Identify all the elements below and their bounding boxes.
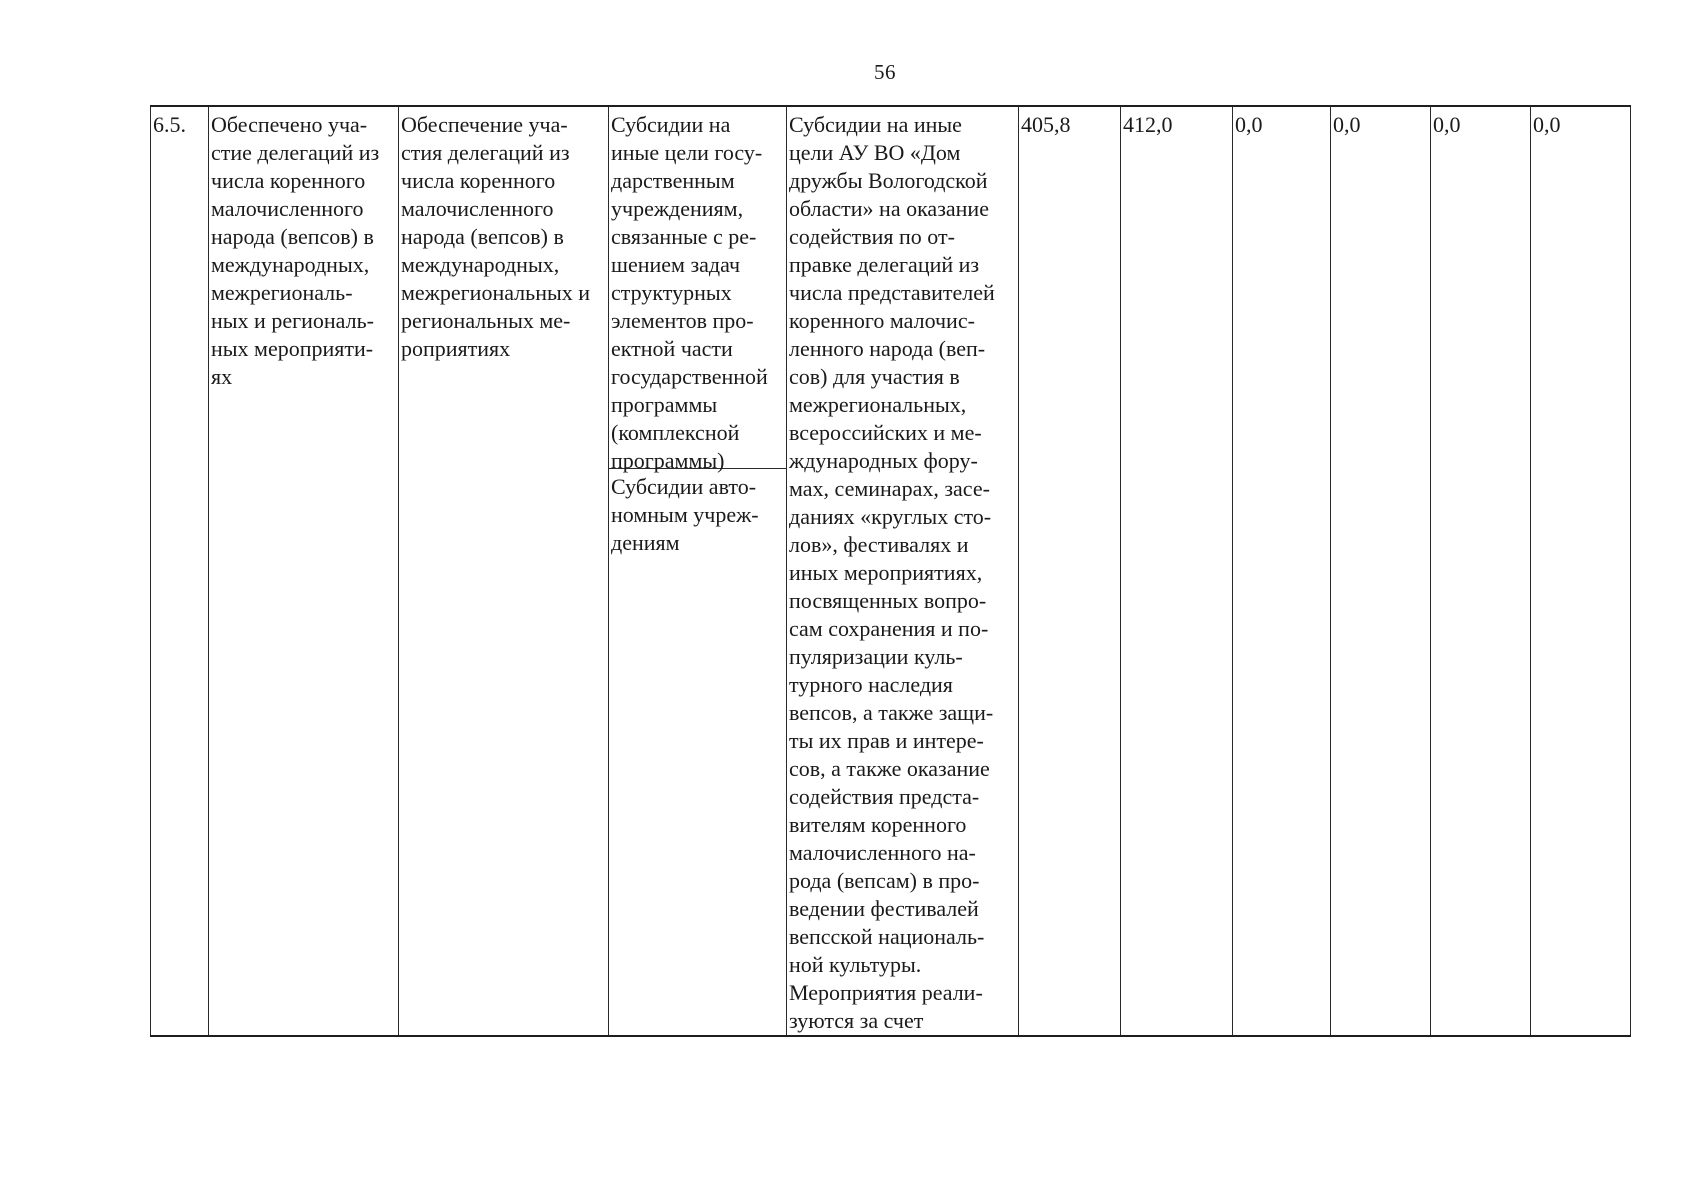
program-table — [150, 105, 1631, 1037]
value-cell-5 — [1431, 106, 1531, 1036]
row-index: 6.5. — [153, 112, 186, 137]
description-text: Субсидии на иные цели АУ ВО «Дом дружбы Вологодской области» на оказание содействия по от- правке делегаций из числа представителей коренного малочис- ленного народа (веп- сов) для участия в межрегиональных, всероссийских и ме- ждународных фору- мах, семинарах, засе- даниях «круглых сто- лов», фестивалях и иных мероприятиях, посвященных вопро- сам сохранения и по- пуляризации куль- турного наследия вепсов, а также защи- ты их прав и интере- сов, а также оказание содействия предста- вителям коренного малочисленного на- рода (вепсам) в про- ведении фестивалей вепсской националь- ной культуры. Мероприятия реали- зуются за счет — [789, 112, 995, 1033]
subsidy-type-1: Субсидии на иные цели госу- дарственным учреждениям, связанные с ре- шением задач структурных элементов про- ектной части государственной программы (комплексной программы) — [609, 107, 786, 469]
value-cell-2 — [1121, 106, 1233, 1036]
value-cell-6 — [1531, 106, 1631, 1036]
value-3: 0,0 — [1235, 112, 1263, 137]
subsidy-type-2: Субсидии авто- номным учреж- дениям — [611, 474, 759, 555]
value-6: 0,0 — [1533, 112, 1561, 137]
value-cell-1 — [1019, 106, 1121, 1036]
value-4: 0,0 — [1333, 112, 1361, 137]
value-2: 412,0 — [1123, 112, 1173, 137]
value-cell-3 — [1233, 106, 1331, 1036]
event-text: Обеспечение уча- стия делегаций из числа коренного малочисленного народа (вепсов) в международных, межрегиональных и региональных ме- роприятиях — [401, 112, 591, 361]
subsidy-type-cell — [609, 106, 787, 1036]
description-cell — [787, 106, 1019, 1036]
value-1: 405,8 — [1021, 112, 1071, 137]
row-index-cell — [151, 106, 209, 1036]
page-number: 56 — [874, 60, 896, 84]
event-cell — [399, 106, 609, 1036]
result-text: Обеспечено уча- стие делегаций из числа коренного малочисленного народа (вепсов) в международных, межрегиональ- ных и региональ- ных мероприяти- ях — [211, 112, 380, 389]
value-5: 0,0 — [1433, 112, 1461, 137]
table-row — [151, 106, 1631, 1036]
result-cell — [209, 106, 399, 1036]
value-cell-4 — [1331, 106, 1431, 1036]
